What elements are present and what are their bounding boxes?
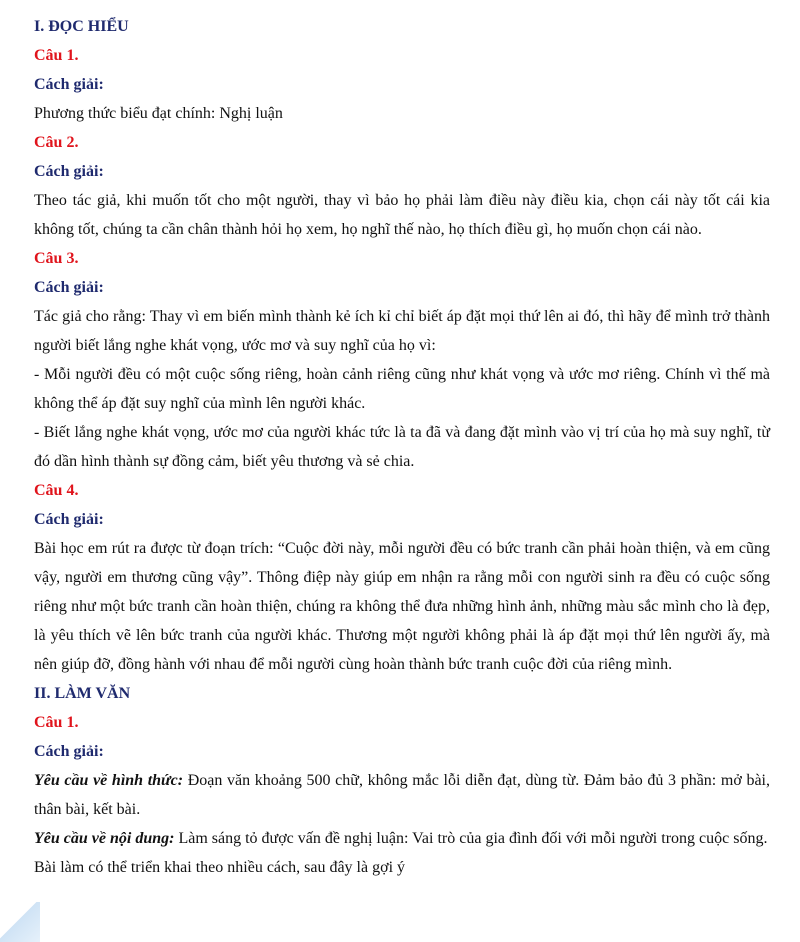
writing-1-method: Cách giải: [34,743,104,760]
form-requirement-text: Đoạn văn khoảng 500 chữ, không mắc lỗi diễn đạt, dùng từ. Đảm bảo đủ 3 phần: mở bài, thân bài, kết bài. [34,772,770,818]
question-4-answer: Bài học em rút ra được từ đoạn trích: “Cuộc đời này, mỗi người đều có bức tranh cần phải hoàn thiện, và em cũng vậy, người em thương cũng vậy”. Thông điệp này giúp em nhận ra rằng mỗi con người sinh ra đều có cuộc sống riêng như một bức tranh cần hoàn thiện, chúng ra không thể đưa những hình ảnh, những màu sắc mình cho là đẹp, là yêu thích vẽ lên bức tranh của người khác. Thương một người không phải là áp đặt mọi thứ lên người ấy, mà nên giúp đỡ, đồng hành với nhau để mỗi người cùng hoàn thành bức tranh cuộc đời của riêng mình. [34,540,770,673]
question-1-answer: Phương thức biểu đạt chính: Nghị luận [34,105,283,122]
question-1-method: Cách giải: [34,76,104,93]
writing-1-closing: Bài làm có thể triển khai theo nhiều cách, sau đây là gợi ý [34,859,406,876]
question-3-point-2: - Biết lắng nghe khát vọng, ước mơ của người khác tức là ta đã và đang đặt mình vào vị trí của họ mà suy nghĩ, từ đó dần hình thành sự đồng cảm, biết yêu thương và sẻ chia. [34,424,770,470]
question-3-label: Câu 3. [34,250,79,267]
question-3-intro: Tác giả cho rằng: Thay vì em biến mình thành kẻ ích kỉ chỉ biết áp đặt mọi thứ lên ai đó, thì hãy để mình trở thành người biết lắng nghe khát vọng, ước mơ và suy nghĩ của họ vì: [34,308,770,354]
writing-1-label: Câu 1. [34,714,79,731]
section-title-reading: I. ĐỌC HIỂU [34,18,129,35]
question-2-label: Câu 2. [34,134,79,151]
content-requirement-lead: Yêu cầu về nội dung: [34,830,175,847]
question-4-label: Câu 4. [34,482,79,499]
question-4-method: Cách giải: [34,511,104,528]
question-2-answer: Theo tác giả, khi muốn tốt cho một người, thay vì bảo họ phải làm điều này điều kia, chọn cái này tốt cái kia không tốt, chúng ta cần chân thành hỏi họ xem, họ nghĩ thế nào, họ thích điều gì, họ muốn chọn cái nào. [34,192,770,238]
writing-1-content-requirement [34,824,770,853]
page-corner-decoration [0,902,40,942]
question-3-method: Cách giải: [34,279,104,296]
question-1-label: Câu 1. [34,47,79,64]
writing-1-form-requirement [34,766,770,824]
content-requirement-text: Làm sáng tỏ được vấn đề nghị luận: Vai trò của gia đình đối với mỗi người trong cuộc sống. [174,830,768,847]
document-page [34,12,770,882]
question-2-method: Cách giải: [34,163,104,180]
section-title-writing: II. LÀM VĂN [34,685,131,702]
question-3-point-1: - Mỗi người đều có một cuộc sống riêng, hoàn cảnh riêng cũng như khát vọng và ước mơ riêng. Chính vì thế mà không thể áp đặt suy nghĩ của mình lên người khác. [34,366,770,412]
form-requirement-lead: Yêu cầu về hình thức: [34,772,184,789]
